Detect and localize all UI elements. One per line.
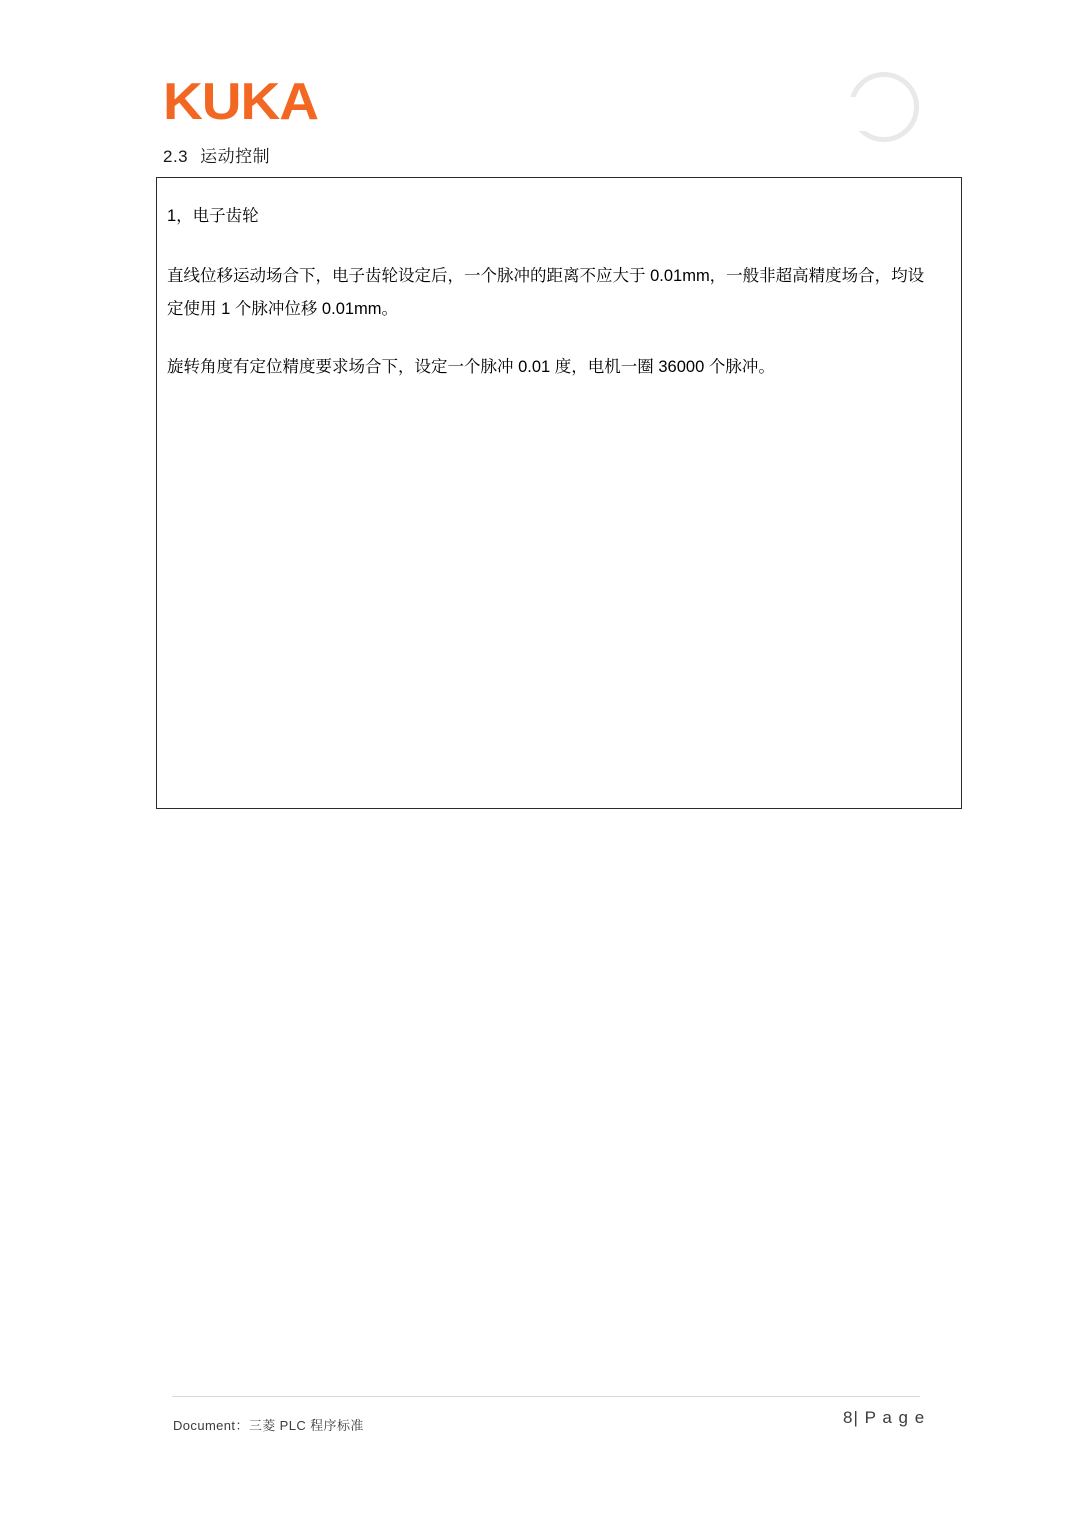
content-paragraph-3: 旋转角度有定位精度要求场合下，设定一个脉冲 0.01 度，电机一圈 36000 个脉冲。 — [167, 357, 775, 376]
footer-divider — [172, 1396, 920, 1397]
kuka-ring-icon — [849, 72, 919, 142]
footer-page-number: 8| P a g e — [843, 1408, 926, 1427]
content-paragraph-1: 1，电子齿轮 — [167, 207, 259, 225]
content-paragraph-2: 直线位移运动场合下，电子齿轮设定后，一个脉冲的距离不应大于 0.01mm，一般非超高精度场合，均设定使用 1 个脉冲位移 0.01mm。 — [167, 266, 925, 318]
section-title: 运动控制 — [200, 147, 271, 166]
section-number: 2.3 — [163, 147, 189, 166]
page-header — [0, 0, 1080, 150]
kuka-logo: KUKA — [163, 73, 318, 131]
section-heading — [163, 142, 270, 167]
content-box — [156, 177, 962, 809]
footer-document-label: Document：三菱 PLC 程序标准 — [173, 1418, 364, 1433]
